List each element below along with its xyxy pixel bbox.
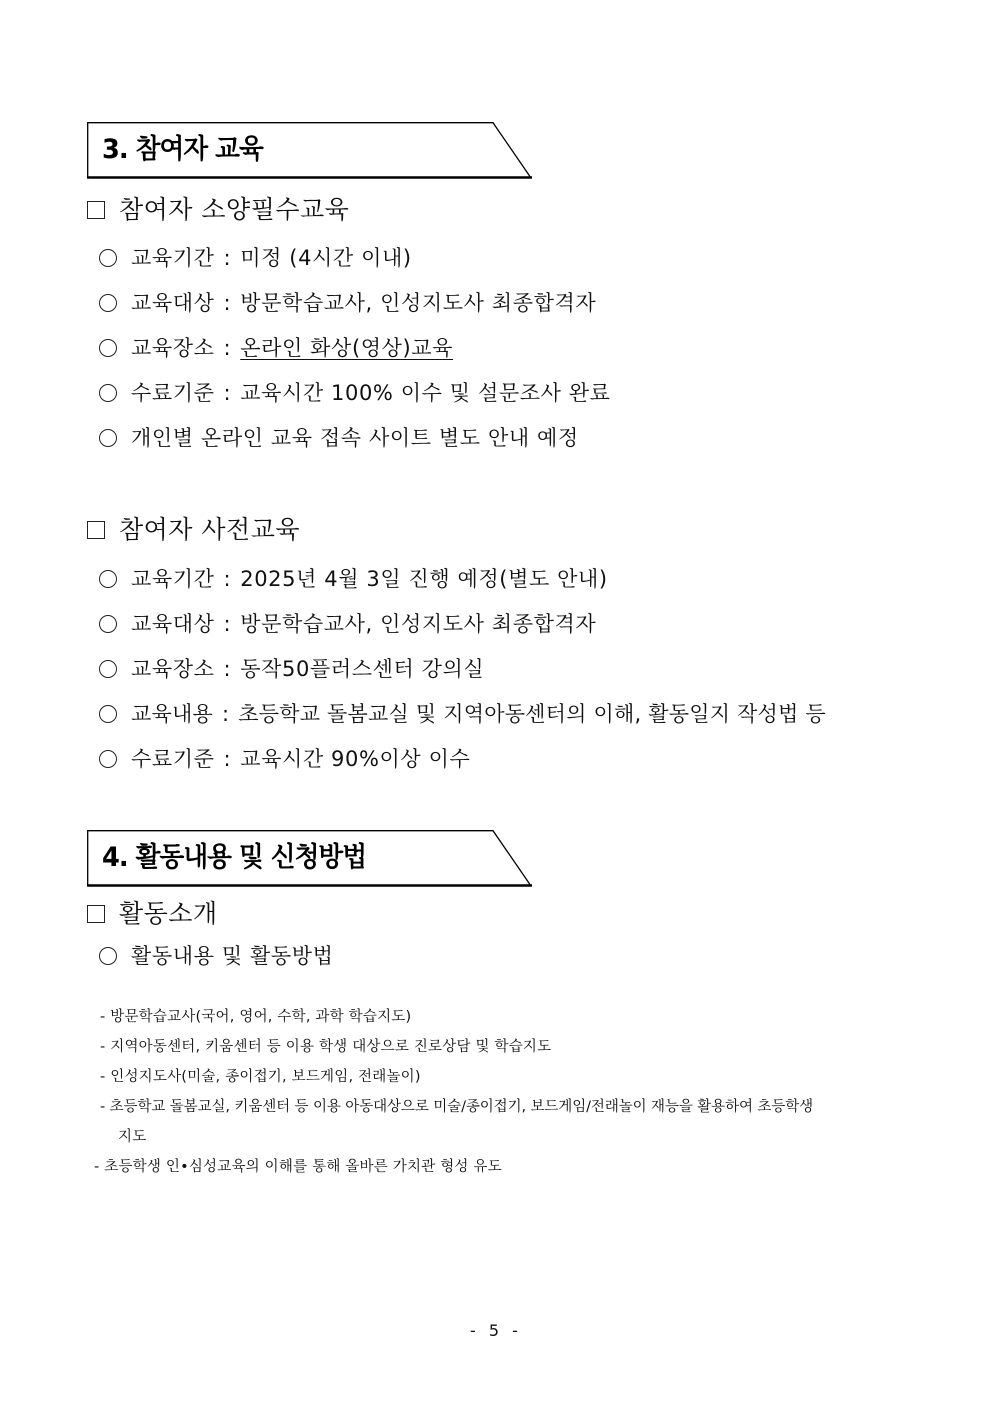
section-title: 4. 활동내용 및 신청방법 — [102, 842, 367, 873]
item-separator: : — [223, 612, 232, 636]
item-value: 방문학습교사, 인성지도사 최종합격자 — [240, 291, 597, 315]
list-item — [99, 423, 579, 453]
list-item — [99, 699, 826, 729]
subsection-heading — [87, 193, 349, 227]
detail-line: - 방문학습교사(국어, 영어, 수학, 과학 학습지도) — [100, 1009, 412, 1025]
item-label: 교육대상 — [131, 612, 215, 636]
subsection-heading — [87, 513, 300, 547]
item-separator: : — [223, 336, 232, 360]
list-item — [99, 564, 608, 594]
section-title: 3. 참여자 교육 — [102, 134, 263, 165]
subsection-heading — [87, 897, 218, 931]
item-value: 동작50플러스센터 강의실 — [240, 657, 485, 681]
list-item — [99, 744, 470, 774]
item-label: 수료기준 — [131, 747, 215, 771]
circle-bullet-icon — [99, 615, 117, 633]
detail-line-continuation: 지도 — [118, 1129, 147, 1145]
item-text: 개인별 온라인 교육 접속 사이트 별도 안내 예정 — [131, 426, 579, 450]
item-label: 교육내용 — [131, 702, 213, 726]
list-item — [99, 333, 453, 363]
list-item — [99, 941, 334, 971]
subsection-heading-text: 참여자 소양필수교육 — [119, 195, 350, 224]
circle-bullet-icon — [99, 660, 117, 678]
square-bullet-icon — [87, 201, 105, 219]
item-separator: : — [223, 246, 232, 270]
item-separator: : — [223, 567, 232, 591]
item-value: 미정 (4시간 이내) — [240, 246, 412, 270]
item-value: 방문학습교사, 인성지도사 최종합격자 — [240, 612, 597, 636]
item-separator: : — [223, 657, 232, 681]
item-text: 활동내용 및 활동방법 — [131, 944, 334, 968]
detail-line: - 초등학교 돌봄교실, 키움센터 등 이용 아동대상으로 미술/종이접기, 보드게임/전래놀이 재능을 활용하여 초등학생 — [100, 1099, 814, 1115]
section-header-4 — [87, 830, 533, 886]
item-label: 교육대상 — [131, 291, 215, 315]
list-item — [99, 654, 484, 684]
circle-bullet-icon — [99, 705, 117, 723]
list-item — [99, 378, 611, 408]
circle-bullet-icon — [99, 947, 117, 965]
item-label: 교육장소 — [131, 336, 215, 360]
circle-bullet-icon — [99, 429, 117, 447]
item-label: 수료기준 — [131, 381, 215, 405]
item-value: 초등학교 돌봄교실 및 지역아동센터의 이해, 활동일지 작성법 등 — [238, 702, 826, 726]
circle-bullet-icon — [99, 384, 117, 402]
item-label: 교육기간 — [131, 567, 215, 591]
subsection-heading-text: 참여자 사전교육 — [119, 515, 300, 544]
item-separator: : — [223, 747, 232, 771]
circle-bullet-icon — [99, 750, 117, 768]
circle-bullet-icon — [99, 249, 117, 267]
section-header-3 — [87, 122, 533, 178]
item-label: 교육기간 — [131, 246, 215, 270]
item-value: 교육시간 100% 이수 및 설문조사 완료 — [240, 381, 611, 405]
detail-line: - 초등학생 인•심성교육의 이해를 통해 올바른 가치관 형성 유도 — [94, 1159, 502, 1175]
circle-bullet-icon — [99, 294, 117, 312]
item-separator: : — [221, 702, 230, 726]
list-item — [99, 609, 596, 639]
list-item — [99, 288, 596, 318]
detail-line: - 지역아동센터, 키움센터 등 이용 학생 대상으로 진로상담 및 학습지도 — [100, 1039, 552, 1055]
item-value: 교육시간 90%이상 이수 — [240, 747, 471, 771]
detail-line: - 인성지도사(미술, 종이접기, 보드게임, 전래놀이) — [100, 1069, 421, 1085]
subsection-heading-text: 활동소개 — [119, 899, 218, 928]
circle-bullet-icon — [99, 570, 117, 588]
item-separator: : — [223, 381, 232, 405]
item-separator: : — [223, 291, 232, 315]
square-bullet-icon — [87, 905, 105, 923]
list-item — [99, 243, 412, 273]
item-label: 교육장소 — [131, 657, 215, 681]
square-bullet-icon — [87, 521, 105, 539]
item-value-underlined: 온라인 화상(영상)교육 — [240, 336, 454, 360]
item-value: 2025년 4월 3일 진행 예정(별도 안내) — [240, 567, 608, 591]
circle-bullet-icon — [99, 339, 117, 357]
page-number: - 5 - — [470, 1321, 522, 1340]
